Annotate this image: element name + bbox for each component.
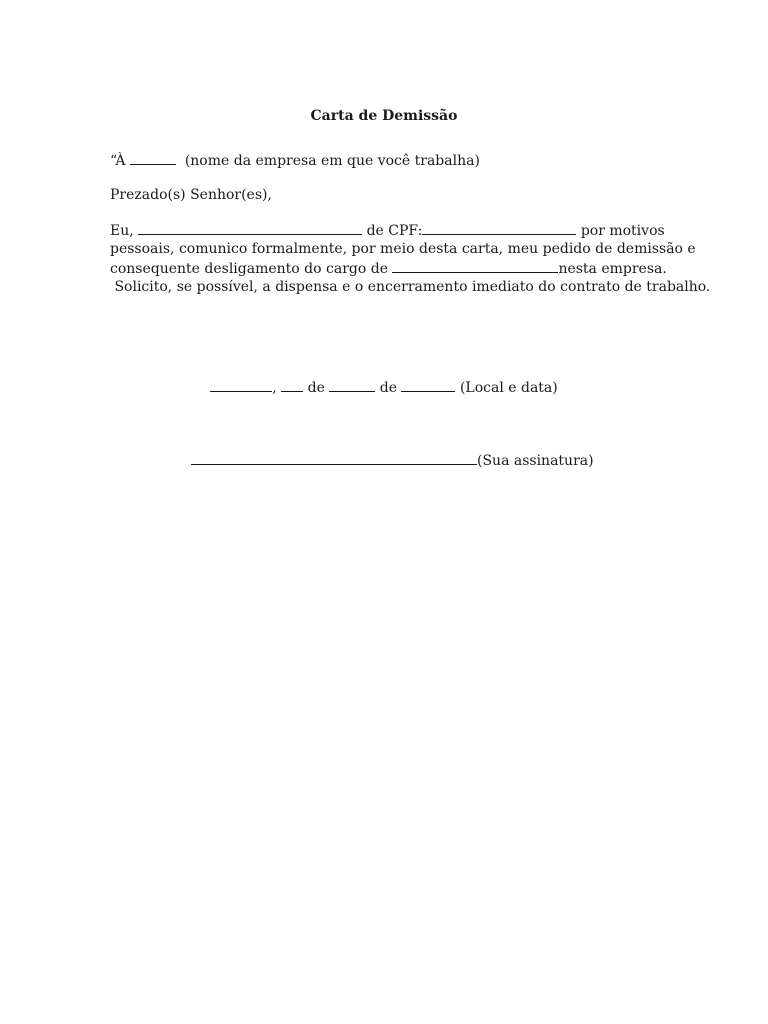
date-de-2: de <box>379 380 398 396</box>
body-line-3 <box>110 258 670 278</box>
cpf-blank <box>422 220 576 235</box>
date-line <box>0 377 768 397</box>
cpf-label: de CPF: <box>366 223 423 239</box>
date-label: (Local e data) <box>459 380 558 396</box>
recipient-prefix: “À <box>110 153 126 169</box>
greeting: Prezado(s) Senhor(es), <box>110 187 272 203</box>
recipient-hint: (nome da empresa em que você trabalha) <box>184 153 480 169</box>
eu-text: Eu, <box>110 223 134 239</box>
local-blank <box>210 377 272 392</box>
body-line-4 <box>110 278 711 296</box>
recipient-line <box>110 150 480 170</box>
company-name-blank <box>130 150 176 165</box>
body-line-1 <box>110 220 670 240</box>
day-blank <box>281 377 303 392</box>
date-de-1: de <box>307 380 325 396</box>
cargo-label: consequente desligamento do cargo de <box>110 261 388 277</box>
year-blank <box>401 377 455 392</box>
solicito-text: Solicito, se possível, a dispensa e o encerramento imediato do contrato de trabalho. <box>114 279 711 295</box>
signature-line <box>191 450 594 470</box>
nesta-empresa-text: nesta empresa. <box>558 261 667 277</box>
date-comma: , <box>272 380 277 396</box>
name-blank <box>138 220 362 235</box>
document-title: Carta de Demissão <box>310 108 458 124</box>
signature-label: (Sua assinatura) <box>477 453 594 469</box>
month-blank <box>329 377 375 392</box>
body-line-2: pessoais, comunico formalmente, por meio desta carta, meu pedido de demissão e <box>110 241 696 257</box>
signature-blank <box>191 450 477 465</box>
por-motivos-text: por motivos <box>580 223 665 239</box>
cargo-blank <box>392 258 558 273</box>
body-paragraph <box>110 220 711 296</box>
